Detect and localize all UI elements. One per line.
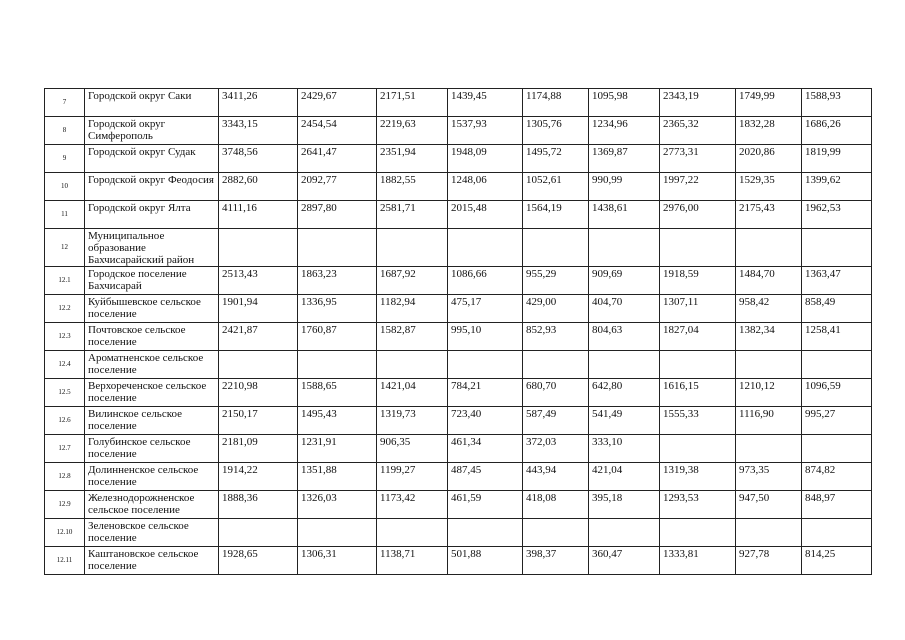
value-cell: 874,82 — [802, 463, 872, 491]
value-cell: 1382,34 — [736, 323, 802, 351]
value-cell: 973,35 — [736, 463, 802, 491]
value-cell: 1827,04 — [660, 323, 736, 351]
value-cell: 398,37 — [523, 547, 589, 575]
table-row — [45, 173, 872, 201]
municipality-name-cell: Муниципальное образование Бахчисарайский район — [85, 229, 219, 267]
table-row — [45, 463, 872, 491]
value-cell: 1687,92 — [377, 267, 448, 295]
table-row — [45, 201, 872, 229]
municipality-name-cell: Куйбышевское сельское поселение — [85, 295, 219, 323]
value-cell — [736, 351, 802, 379]
table-row — [45, 229, 872, 267]
value-cell — [660, 435, 736, 463]
value-cell: 1369,87 — [589, 145, 660, 173]
table-row — [45, 267, 872, 295]
value-cell: 995,27 — [802, 407, 872, 435]
value-cell — [219, 229, 298, 267]
value-cell: 2351,94 — [377, 145, 448, 173]
value-cell: 1962,53 — [802, 201, 872, 229]
value-cell: 2641,47 — [298, 145, 377, 173]
row-number-cell: 12.8 — [45, 463, 85, 491]
value-cell: 2092,77 — [298, 173, 377, 201]
value-cell: 1293,53 — [660, 491, 736, 519]
municipality-name-cell: Городское поселение Бахчисарай — [85, 267, 219, 295]
value-cell: 1095,98 — [589, 89, 660, 117]
row-number-cell: 12.1 — [45, 267, 85, 295]
value-cell: 429,00 — [523, 295, 589, 323]
value-cell: 1306,31 — [298, 547, 377, 575]
value-cell: 1918,59 — [660, 267, 736, 295]
value-cell: 1096,59 — [802, 379, 872, 407]
value-cell — [660, 351, 736, 379]
value-cell: 1495,72 — [523, 145, 589, 173]
row-number-cell: 12.7 — [45, 435, 85, 463]
value-cell: 4111,16 — [219, 201, 298, 229]
value-cell: 404,70 — [589, 295, 660, 323]
value-cell: 1749,99 — [736, 89, 802, 117]
value-cell: 461,59 — [448, 491, 523, 519]
table-row — [45, 379, 872, 407]
table-row — [45, 491, 872, 519]
value-cell: 1231,91 — [298, 435, 377, 463]
value-cell: 1484,70 — [736, 267, 802, 295]
municipality-name-cell: Вилинское сельское поселение — [85, 407, 219, 435]
value-cell: 852,93 — [523, 323, 589, 351]
value-cell — [298, 351, 377, 379]
value-cell: 858,49 — [802, 295, 872, 323]
row-number-cell: 12.6 — [45, 407, 85, 435]
value-cell: 2581,71 — [377, 201, 448, 229]
value-cell — [736, 519, 802, 547]
value-cell: 3748,56 — [219, 145, 298, 173]
value-cell: 1319,73 — [377, 407, 448, 435]
value-cell — [448, 519, 523, 547]
value-cell: 1439,45 — [448, 89, 523, 117]
municipality-name-cell: Ароматненское сельское поселение — [85, 351, 219, 379]
value-cell: 927,78 — [736, 547, 802, 575]
value-cell: 1210,12 — [736, 379, 802, 407]
value-cell: 1351,88 — [298, 463, 377, 491]
value-cell: 1363,47 — [802, 267, 872, 295]
value-cell: 1555,33 — [660, 407, 736, 435]
value-cell: 1928,65 — [219, 547, 298, 575]
value-cell: 2773,31 — [660, 145, 736, 173]
value-cell: 2343,19 — [660, 89, 736, 117]
value-cell: 360,47 — [589, 547, 660, 575]
row-number-cell: 12.5 — [45, 379, 85, 407]
value-cell: 461,34 — [448, 435, 523, 463]
row-number-cell: 8 — [45, 117, 85, 145]
value-cell — [736, 435, 802, 463]
value-cell: 995,10 — [448, 323, 523, 351]
value-cell: 2365,32 — [660, 117, 736, 145]
value-cell — [802, 435, 872, 463]
value-cell — [736, 229, 802, 267]
value-cell: 1174,88 — [523, 89, 589, 117]
value-cell: 2150,17 — [219, 407, 298, 435]
value-cell: 1901,94 — [219, 295, 298, 323]
value-cell: 1948,09 — [448, 145, 523, 173]
value-cell — [660, 229, 736, 267]
value-cell — [523, 351, 589, 379]
value-cell: 990,99 — [589, 173, 660, 201]
row-number-cell: 10 — [45, 173, 85, 201]
value-cell: 2421,87 — [219, 323, 298, 351]
municipality-name-cell: Городской округ Феодосия — [85, 173, 219, 201]
value-cell: 906,35 — [377, 435, 448, 463]
value-cell — [802, 519, 872, 547]
value-cell: 1819,99 — [802, 145, 872, 173]
value-cell — [377, 229, 448, 267]
value-cell: 1173,42 — [377, 491, 448, 519]
value-cell: 1336,95 — [298, 295, 377, 323]
value-cell — [448, 229, 523, 267]
municipality-name-cell: Каштановское сельское поселение — [85, 547, 219, 575]
row-number-cell: 12.4 — [45, 351, 85, 379]
value-cell: 1529,35 — [736, 173, 802, 201]
value-cell: 1863,23 — [298, 267, 377, 295]
value-cell: 1495,43 — [298, 407, 377, 435]
value-cell: 2454,54 — [298, 117, 377, 145]
municipality-name-cell: Городской округ Ялта — [85, 201, 219, 229]
value-cell: 421,04 — [589, 463, 660, 491]
value-cell: 1248,06 — [448, 173, 523, 201]
value-cell: 1182,94 — [377, 295, 448, 323]
value-cell: 2210,98 — [219, 379, 298, 407]
value-cell: 1258,41 — [802, 323, 872, 351]
value-cell: 1914,22 — [219, 463, 298, 491]
value-cell: 1421,04 — [377, 379, 448, 407]
value-cell: 1882,55 — [377, 173, 448, 201]
municipality-name-cell: Железнодорожненское сельское поселение — [85, 491, 219, 519]
municipality-name-cell: Почтовское сельское поселение — [85, 323, 219, 351]
value-cell: 947,50 — [736, 491, 802, 519]
value-cell: 1116,90 — [736, 407, 802, 435]
value-cell: 2882,60 — [219, 173, 298, 201]
value-cell: 1888,36 — [219, 491, 298, 519]
value-cell — [523, 519, 589, 547]
value-cell: 1138,71 — [377, 547, 448, 575]
table-row — [45, 547, 872, 575]
value-cell: 723,40 — [448, 407, 523, 435]
value-cell — [589, 519, 660, 547]
value-cell — [219, 519, 298, 547]
table-row — [45, 323, 872, 351]
municipality-name-cell: Городской округ Судак — [85, 145, 219, 173]
data-table — [44, 88, 872, 575]
value-cell: 395,18 — [589, 491, 660, 519]
value-cell: 1760,87 — [298, 323, 377, 351]
value-cell: 2181,09 — [219, 435, 298, 463]
value-cell: 848,97 — [802, 491, 872, 519]
value-cell: 909,69 — [589, 267, 660, 295]
value-cell: 1305,76 — [523, 117, 589, 145]
row-number-cell: 12 — [45, 229, 85, 267]
value-cell — [219, 351, 298, 379]
value-cell — [377, 519, 448, 547]
value-cell — [589, 229, 660, 267]
value-cell: 2020,86 — [736, 145, 802, 173]
row-number-cell: 12.2 — [45, 295, 85, 323]
value-cell: 1326,03 — [298, 491, 377, 519]
value-cell: 501,88 — [448, 547, 523, 575]
value-cell: 2015,48 — [448, 201, 523, 229]
value-cell — [802, 351, 872, 379]
value-cell: 2976,00 — [660, 201, 736, 229]
value-cell: 1399,62 — [802, 173, 872, 201]
table-row — [45, 145, 872, 173]
value-cell: 1564,19 — [523, 201, 589, 229]
value-cell: 2219,63 — [377, 117, 448, 145]
value-cell — [298, 519, 377, 547]
value-cell: 372,03 — [523, 435, 589, 463]
value-cell: 1234,96 — [589, 117, 660, 145]
value-cell: 541,49 — [589, 407, 660, 435]
row-number-cell: 12.10 — [45, 519, 85, 547]
value-cell: 1319,38 — [660, 463, 736, 491]
row-number-cell: 11 — [45, 201, 85, 229]
value-cell: 333,10 — [589, 435, 660, 463]
value-cell — [298, 229, 377, 267]
value-cell: 2429,67 — [298, 89, 377, 117]
municipality-name-cell: Городской округ Симферополь — [85, 117, 219, 145]
table-row — [45, 351, 872, 379]
value-cell: 2897,80 — [298, 201, 377, 229]
value-cell — [589, 351, 660, 379]
value-cell: 1582,87 — [377, 323, 448, 351]
value-cell — [660, 519, 736, 547]
table-row — [45, 435, 872, 463]
value-cell: 587,49 — [523, 407, 589, 435]
value-cell — [523, 229, 589, 267]
value-cell: 443,94 — [523, 463, 589, 491]
value-cell: 784,21 — [448, 379, 523, 407]
value-cell: 1997,22 — [660, 173, 736, 201]
row-number-cell: 12.3 — [45, 323, 85, 351]
value-cell: 1588,93 — [802, 89, 872, 117]
value-cell: 2171,51 — [377, 89, 448, 117]
value-cell: 1438,61 — [589, 201, 660, 229]
value-cell: 1199,27 — [377, 463, 448, 491]
value-cell: 1832,28 — [736, 117, 802, 145]
municipality-name-cell: Голубинское сельское поселение — [85, 435, 219, 463]
table-row — [45, 117, 872, 145]
municipality-name-cell: Верхореченское сельское поселение — [85, 379, 219, 407]
value-cell — [448, 351, 523, 379]
row-number-cell: 12.11 — [45, 547, 85, 575]
value-cell: 3343,15 — [219, 117, 298, 145]
table-row — [45, 89, 872, 117]
table-row — [45, 295, 872, 323]
value-cell — [377, 351, 448, 379]
value-cell: 487,45 — [448, 463, 523, 491]
row-number-cell: 7 — [45, 89, 85, 117]
value-cell: 1052,61 — [523, 173, 589, 201]
value-cell: 1307,11 — [660, 295, 736, 323]
municipality-name-cell: Городской округ Саки — [85, 89, 219, 117]
value-cell: 955,29 — [523, 267, 589, 295]
value-cell: 642,80 — [589, 379, 660, 407]
value-cell: 3411,26 — [219, 89, 298, 117]
value-cell: 680,70 — [523, 379, 589, 407]
row-number-cell: 12.9 — [45, 491, 85, 519]
value-cell: 804,63 — [589, 323, 660, 351]
value-cell: 475,17 — [448, 295, 523, 323]
value-cell: 958,42 — [736, 295, 802, 323]
value-cell: 814,25 — [802, 547, 872, 575]
municipality-name-cell: Зеленовское сельское поселение — [85, 519, 219, 547]
value-cell: 1616,15 — [660, 379, 736, 407]
value-cell — [802, 229, 872, 267]
value-cell: 1086,66 — [448, 267, 523, 295]
value-cell: 1588,65 — [298, 379, 377, 407]
value-cell: 418,08 — [523, 491, 589, 519]
value-cell: 1333,81 — [660, 547, 736, 575]
value-cell: 2513,43 — [219, 267, 298, 295]
table-row — [45, 407, 872, 435]
value-cell: 2175,43 — [736, 201, 802, 229]
row-number-cell: 9 — [45, 145, 85, 173]
municipality-name-cell: Долинненское сельское поселение — [85, 463, 219, 491]
value-cell: 1537,93 — [448, 117, 523, 145]
table-row — [45, 519, 872, 547]
value-cell: 1686,26 — [802, 117, 872, 145]
